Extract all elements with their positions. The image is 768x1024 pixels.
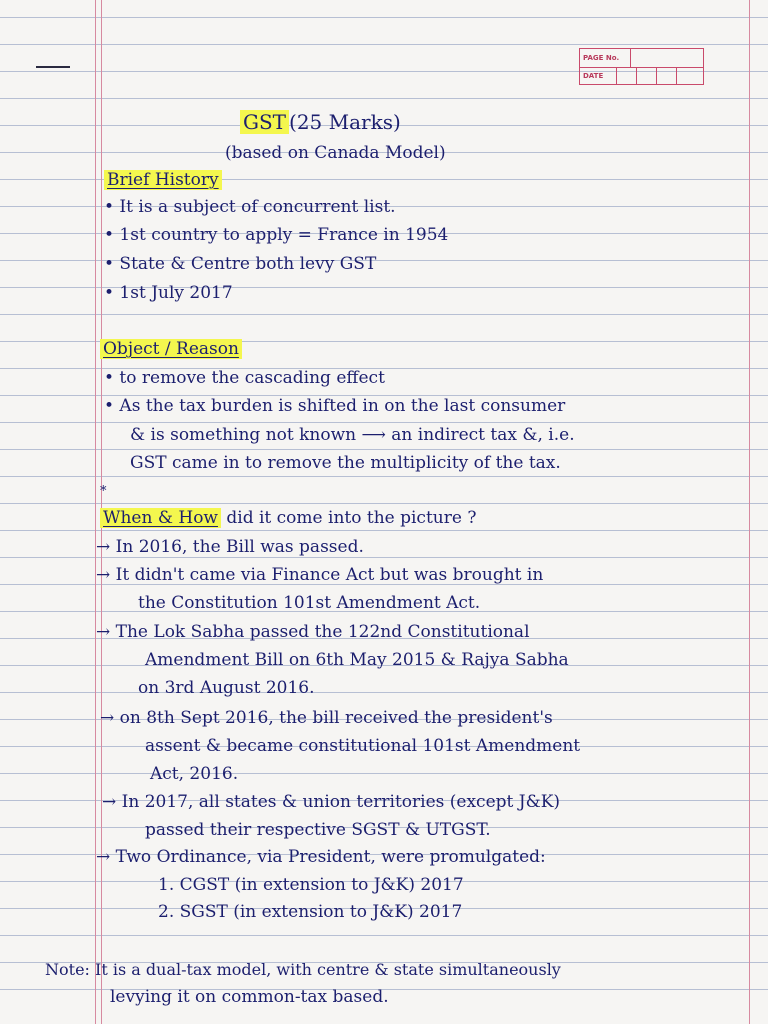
- pen-dash-mark: [36, 66, 70, 68]
- page-date-box: [579, 48, 704, 85]
- brief-history-point: • State & Centre both levy GST: [104, 254, 377, 274]
- margin-line-right: [749, 0, 750, 1024]
- when-how-line: the Constitution 101st Amendment Act.: [138, 593, 481, 613]
- brief-history-point: • 1st country to apply = France in 1954: [104, 225, 449, 245]
- when-how-line: → Two Ordinance, via President, were promulgated:: [96, 847, 546, 867]
- object-reason-line: • As the tax burden is shifted in on the last consumer: [104, 396, 566, 416]
- margin-line-left-1: [95, 0, 96, 1024]
- ordinance-item: 1. CGST (in extension to J&K) 2017: [158, 875, 464, 895]
- when-how-line: Act, 2016.: [150, 764, 239, 784]
- page-title: [240, 112, 401, 132]
- note-line: levying it on common-tax based.: [110, 987, 389, 1007]
- title-marks: (25 Marks): [289, 110, 401, 134]
- ordinance-item: 2. SGST (in extension to J&K) 2017: [158, 902, 463, 922]
- when-how-line: → In 2016, the Bill was passed.: [96, 537, 364, 557]
- when-how-line: on 3rd August 2016.: [138, 678, 315, 698]
- note-label: Note:: [45, 960, 90, 979]
- object-reason-heading: Object / Reason: [100, 339, 242, 359]
- brief-history-point: • 1st July 2017: [104, 283, 233, 303]
- when-how-heading: When & How did it come into the picture ?: [100, 508, 476, 528]
- subtitle: (based on Canada Model): [225, 143, 446, 163]
- note-line: Note: It is a dual-tax model, with centre & state simultaneously: [45, 960, 561, 979]
- date-label: DATE: [583, 72, 604, 80]
- stray-mark: *: [100, 484, 107, 499]
- when-how-line: → The Lok Sabha passed the 122nd Constitutional: [96, 622, 530, 642]
- title-main: GST: [240, 110, 289, 134]
- object-reason-line: • to remove the cascading effect: [104, 368, 385, 388]
- when-how-line: → on 8th Sept 2016, the bill received the president's: [100, 708, 553, 728]
- when-how-line: passed their respective SGST & UTGST.: [145, 820, 491, 840]
- page-no-label: PAGE No.: [583, 54, 620, 62]
- brief-history-heading: Brief History: [104, 170, 222, 190]
- object-reason-line: GST came in to remove the multiplicity of the tax.: [130, 453, 561, 473]
- object-reason-line: & is something not known ⟶ an indirect tax &, i.e.: [130, 425, 575, 445]
- when-how-line: → In 2017, all states & union territories (except J&K): [102, 792, 561, 812]
- when-how-line: Amendment Bill on 6th May 2015 & Rajya Sabha: [145, 650, 569, 670]
- when-how-line: assent & became constitutional 101st Amendment: [145, 736, 581, 756]
- when-how-line: → It didn't came via Finance Act but was brought in: [96, 565, 544, 585]
- brief-history-point: • It is a subject of concurrent list.: [104, 197, 396, 217]
